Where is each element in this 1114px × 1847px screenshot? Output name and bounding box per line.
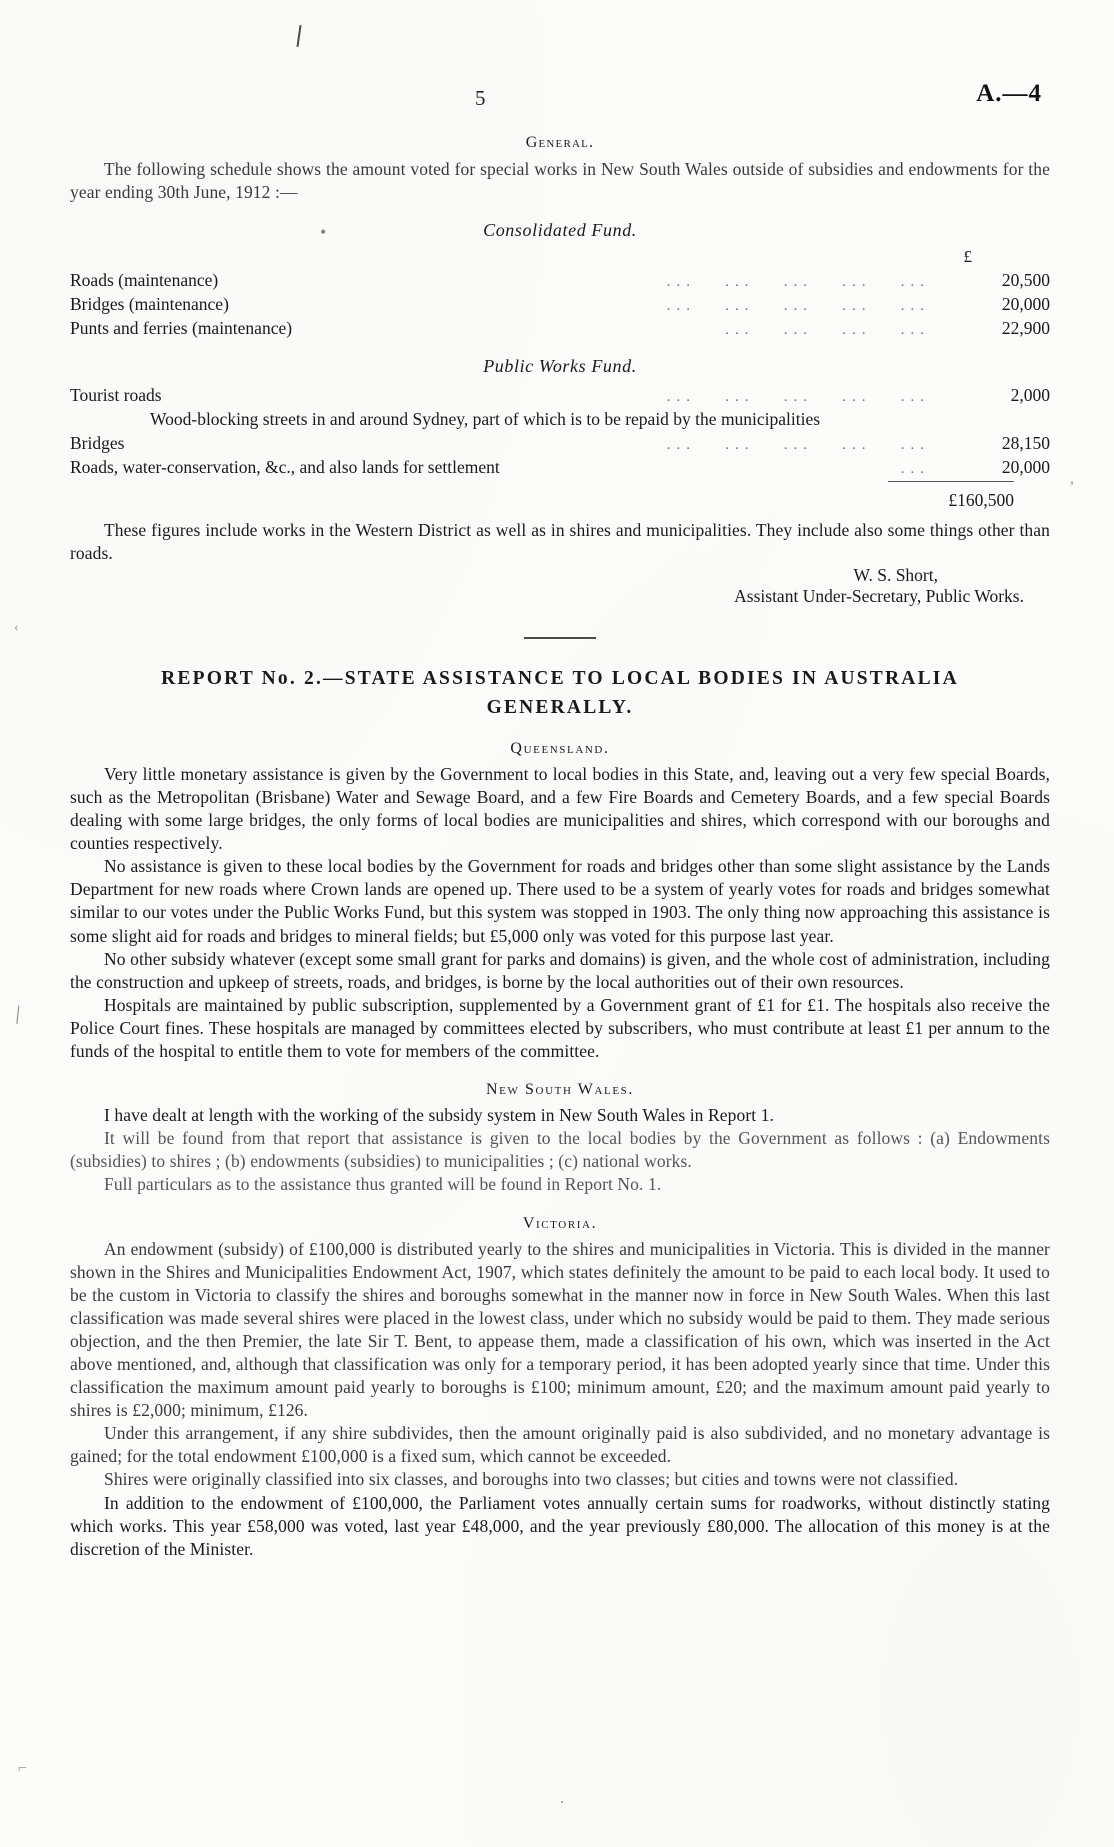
- section-heading-victoria: Victoria.: [522, 1214, 598, 1232]
- margin-mark-left-slash: \: [8, 999, 28, 1030]
- queensland-paragraph-1: Very little monetary assistance is given by the Government to local bodies in this State, and, leaving out a very few special Boards, such as the Metropolitan (Brisbane) Water and Sewage Board, and a few Fire Boards and Cemetery Boards, and a few special Boards dealing with some large bridges, the only forms of local bodies are municipalities and shires, which correspond with our boroughs and counties respectively.: [70, 763, 1050, 854]
- fund-total: £160,500: [948, 490, 1014, 511]
- fund-row-amount: 20,000: [1001, 293, 1050, 314]
- signature-title: Assistant Under-Secretary, Public Works.: [734, 586, 1024, 607]
- victoria-paragraph-4: In addition to the endowment of £100,000, the Parliament votes annually certain sums for roadworks, without distinctly stating which works. This year £58,000 was voted, last year £48,000, and the year previously £80,000. The allocation of this money is at the discretion of the Minister.: [70, 1492, 1050, 1559]
- margin-mark-right-dot: ,: [1070, 470, 1074, 487]
- table-row: [70, 383, 1050, 407]
- fund-row-label: Roads (maintenance): [70, 269, 219, 290]
- consolidated-fund-title: Consolidated Fund.: [483, 220, 637, 241]
- public-works-fund-table: [70, 383, 1050, 407]
- document-id: A.—4: [976, 80, 1042, 107]
- report-title-line1: REPORT No. 2.—STATE ASSISTANCE TO LOCAL BODIES IN AUSTRALIA: [161, 668, 959, 690]
- public-works-fund-table-cont: [70, 431, 1050, 479]
- margin-mark-bottom-center: .: [560, 1790, 564, 1807]
- fund-row-label: Roads, water-conservation, &c., and also lands for settlement: [70, 456, 500, 477]
- public-works-fund-title: Public Works Fund.: [483, 356, 637, 377]
- general-intro-paragraph: The following schedule shows the amount voted for special works in New South Wales outside of subsidies and endowments for the year ending 30th June, 1912 :—: [70, 159, 1050, 203]
- fund-row-amount: 20,500: [1001, 269, 1050, 290]
- page-number: 5: [475, 86, 486, 110]
- section-divider: [524, 637, 596, 639]
- queensland-paragraph-3: No other subsidy whatever (except some small grant for parks and domains) is given, and the whole cost of administration, including the construction and upkeep of streets, roads, and bridges, is borne by the local authorities out of their own resources.: [70, 948, 1050, 992]
- page-header: [70, 80, 1050, 120]
- total-rule: [888, 481, 1014, 482]
- table-row: [70, 316, 1050, 340]
- signature-name: W. S. Short,: [853, 565, 938, 586]
- leader-dots: ... ... ... ... ...: [666, 388, 930, 405]
- page-content: [70, 80, 1050, 1561]
- table-row: [70, 431, 1050, 455]
- fund-row-label: Bridges (maintenance): [70, 293, 229, 314]
- fund-row-amount: 22,900: [1001, 317, 1050, 338]
- report-title: [70, 665, 1050, 722]
- nsw-paragraph-3: Full particulars as to the assistance thus granted will be found in Report No. 1.: [104, 1174, 662, 1195]
- consolidated-fund-table: [70, 268, 1050, 340]
- leader-dots: ... ... ... ... ...: [666, 436, 930, 453]
- fund-row-label-long: Wood-blocking streets in and around Sydney, part of which is to be repaid by the municipalities: [150, 408, 821, 429]
- queensland-paragraph-4: Hospitals are maintained by public subscription, supplemented by a Government grant of £1 for £1. The hospitals also receive the Police Court fines. These hospitals are managed by committees elected by subscribers, who must contribute at least £1 per annum to the funds of the hospital to entitle them to vote for members of the committee.: [70, 994, 1050, 1062]
- leader-dots: ...: [900, 460, 930, 477]
- margin-mark-mid-dot: •: [320, 222, 327, 243]
- queensland-paragraph-2: No assistance is given to these local bodies by the Government for roads and bridges other than some slight assistance by the Lands Department for new roads where Crown lands are opened up. There used to be a system of yearly votes for roads and bridges somewhat similar to our votes under the Public Works Fund, but this system was stopped in 1903. The only thing now approaching this assistance is some slight aid for roads and bridges to mineral fields; but £5,000 only was voted for this purpose last year.: [70, 856, 1050, 946]
- general-closing-note: These figures include works in the Western District as well as in shires and municipalities. They include also some things other than roads.: [70, 520, 1050, 564]
- fund-row-amount: 20,000: [1001, 456, 1050, 477]
- currency-symbol-header: £: [963, 247, 972, 267]
- fund-row-amount: 2,000: [1010, 384, 1050, 405]
- table-row: [70, 407, 1050, 431]
- table-row: [70, 455, 1050, 479]
- fund-row-label: Bridges: [70, 432, 125, 453]
- leader-dots: ... ... ... ... ...: [666, 297, 930, 314]
- leader-dots: ... ... ... ... ...: [666, 273, 930, 290]
- margin-mark-bottom-left: ⌐: [18, 1760, 28, 1777]
- leader-dots: ... ... ... ...: [725, 321, 930, 338]
- fund-row-label: Tourist roads: [70, 384, 162, 405]
- report-title-line2: GENERALLY.: [486, 696, 634, 718]
- victoria-paragraph-1: An endowment (subsidy) of £100,000 is distributed yearly to the shires and municipalities in Victoria. This is divided in the manner shown in the Shires and Municipalities Endowment Act, 1907, which states definitely the amount to be paid to each local body. It used to be the custom in Victoria to classify the shires and boroughs somewhat in the manner now in force in New South Wales. When this last classification was made several shires were placed in the lowest class, under which no subsidy would be paid to them. They made serious objection, and the then Premier, the late Sir T. Bent, to appease them, made a classification of his own, which was inserted in the Act above mentioned, and, although that classification was only for a temporary period, it has been adopted yearly since that time. Under this classification the maximum amount paid yearly to boroughs is £100; minimum amount, £20; and the maximum amount paid yearly to shires is £2,000; minimum, £126.: [70, 1238, 1050, 1421]
- victoria-paragraph-3: Shires were originally classified into six classes, and boroughs into two classes; but cities and towns were not classified.: [104, 1469, 959, 1490]
- nsw-paragraph-2: It will be found from that report that assistance is given to the local bodies by the Government as follows : (a) Endowments (subsidies) to shires ; (b) endowments (subsidies) to municipalities ; (c) national works.: [70, 1128, 1050, 1172]
- section-heading-general: General.: [525, 134, 595, 151]
- victoria-paragraph-2: Under this arrangement, if any shire subdivides, then the amount originally paid is also subdivided, and no monetary advantage is gained; for the total endowment £100,000 is a fixed sum, which cannot be exceeded.: [70, 1423, 1050, 1467]
- margin-mark-left-tick: ‹: [14, 620, 19, 635]
- fund-row-label: Punts and ferries (maintenance): [70, 317, 293, 338]
- table-row: [70, 292, 1050, 316]
- table-row: [70, 268, 1050, 292]
- nsw-paragraph-1: I have dealt at length with the working of the subsidy system in New South Wales in Report 1.: [104, 1105, 775, 1126]
- public-works-fund-table-wrapped-row: [70, 407, 1050, 431]
- section-heading-new-south-wales: New South Wales.: [485, 1081, 635, 1099]
- section-heading-queensland: Queensland.: [510, 739, 610, 757]
- fund-row-amount: 28,150: [1001, 432, 1050, 453]
